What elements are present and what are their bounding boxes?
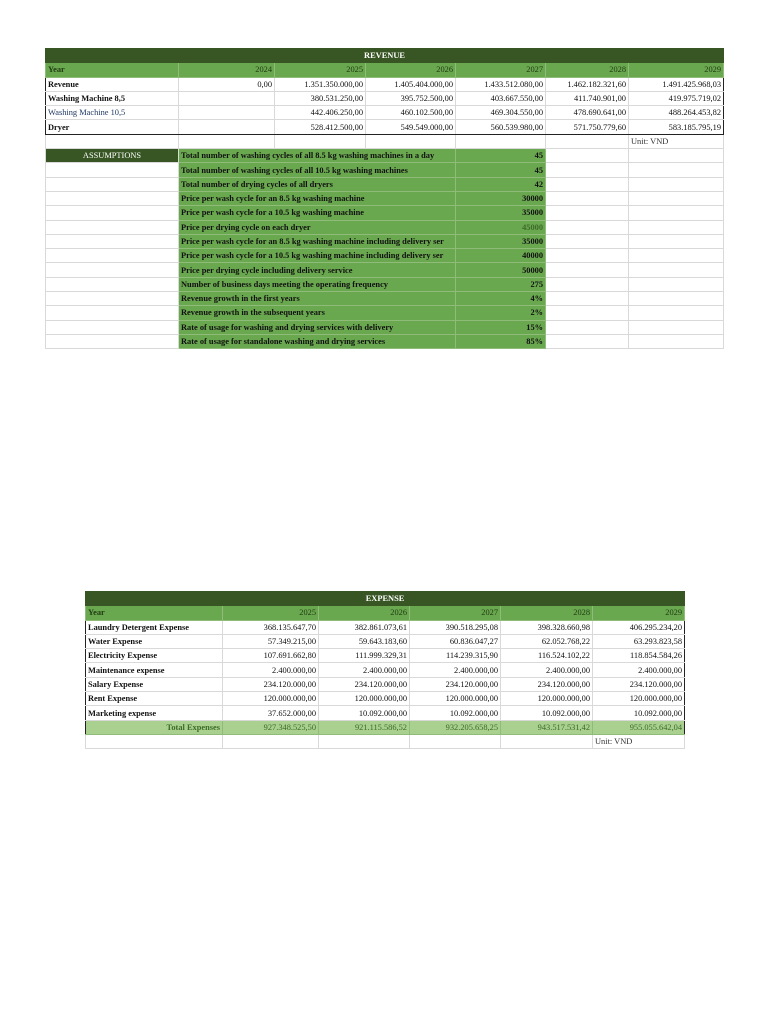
expense-row: [86, 706, 685, 720]
revenue-row-label: Dryer: [46, 120, 179, 134]
expense-row-label: Laundry Detergent Expense: [86, 620, 223, 634]
empty-cell: [629, 177, 724, 191]
empty-cell: [46, 177, 179, 191]
empty-cell: [629, 320, 724, 334]
empty-cell: [223, 734, 319, 748]
assumption-row: [46, 220, 724, 234]
empty-cell: [46, 234, 179, 248]
assumption-label: Rate of usage for washing and drying services with delivery: [179, 320, 456, 334]
revenue-cell: 1.351.350.000,00: [275, 77, 366, 91]
revenue-year-2026: 2026: [366, 63, 456, 77]
expense-table: [85, 591, 685, 749]
revenue-rows: [46, 77, 724, 148]
empty-cell: [546, 149, 629, 163]
revenue-cell: 583.185.795,19: [629, 120, 724, 134]
empty-cell: [46, 320, 179, 334]
revenue-table: [45, 48, 724, 349]
empty-cell: [501, 734, 593, 748]
revenue-row: [46, 77, 724, 91]
revenue-cell: [179, 91, 275, 105]
empty-cell: [546, 206, 629, 220]
assumption-value: 50000: [456, 263, 546, 277]
expense-row: [86, 677, 685, 691]
revenue-cell: 469.304.550,00: [456, 106, 546, 120]
assumption-row: [46, 149, 724, 163]
assumption-label: Price per wash cycle for a 10.5 kg washing machine: [179, 206, 456, 220]
assumption-value: 45: [456, 149, 546, 163]
expense-row-label: Water Expense: [86, 634, 223, 648]
revenue-row: [46, 106, 724, 120]
empty-cell: [46, 134, 179, 148]
assumption-row: [46, 191, 724, 205]
expense-unit-label: Unit: VND: [593, 734, 685, 748]
empty-cell: [546, 249, 629, 263]
expense-row-label: Rent Expense: [86, 692, 223, 706]
assumption-value: 35000: [456, 206, 546, 220]
empty-cell: [319, 734, 410, 748]
empty-cell: [179, 134, 275, 148]
revenue-cell: 478.690.641,00: [546, 106, 629, 120]
assumption-value: 275: [456, 277, 546, 291]
empty-cell: [46, 191, 179, 205]
expense-row: [86, 692, 685, 706]
revenue-cell: 1.433.512.080,00: [456, 77, 546, 91]
expense-cell: 120.000.000,00: [501, 692, 593, 706]
empty-cell: [46, 263, 179, 277]
expense-total-cell: 927.348.525,50: [223, 720, 319, 734]
expense-total-cell: 943.517.531,42: [501, 720, 593, 734]
expense-cell: 59.643.183,60: [319, 634, 410, 648]
revenue-unit-label: Unit: VND: [629, 134, 724, 148]
expense-total-cell: 932.205.658,25: [410, 720, 501, 734]
revenue-title-row: [46, 49, 724, 63]
assumption-label: Number of business days meeting the operating frequency: [179, 277, 456, 291]
assumptions-rows: [46, 149, 724, 349]
empty-cell: [546, 334, 629, 348]
empty-cell: [86, 734, 223, 748]
empty-cell: [46, 292, 179, 306]
assumption-label: Price per wash cycle for a 10.5 kg washing machine including delivery ser: [179, 249, 456, 263]
revenue-cell: 0,00: [179, 77, 275, 91]
expense-cell: 63.293.823,58: [593, 634, 685, 648]
empty-cell: [546, 292, 629, 306]
empty-cell: [410, 734, 501, 748]
revenue-cell: 549.549.000,00: [366, 120, 456, 134]
assumption-row: [46, 277, 724, 291]
empty-cell: [629, 206, 724, 220]
assumption-value: 85%: [456, 334, 546, 348]
assumption-row: [46, 177, 724, 191]
empty-cell: [546, 234, 629, 248]
expense-year-2026: 2026: [319, 606, 410, 620]
assumption-label: Total number of washing cycles of all 8.5 kg washing machines in a day: [179, 149, 456, 163]
empty-cell: [629, 292, 724, 306]
expense-year-label: Year: [86, 606, 223, 620]
empty-cell: [366, 134, 456, 148]
expense-cell: 118.854.584,26: [593, 649, 685, 663]
assumption-label: Rate of usage for standalone washing and drying services: [179, 334, 456, 348]
revenue-row: [46, 120, 724, 134]
revenue-cell: 488.264.453,82: [629, 106, 724, 120]
assumption-row: [46, 292, 724, 306]
empty-cell: [546, 163, 629, 177]
empty-cell: [46, 206, 179, 220]
expense-year-2029: 2029: [593, 606, 685, 620]
revenue-row-label: Washing Machine 8,5: [46, 91, 179, 105]
assumption-label: Total number of drying cycles of all dryers: [179, 177, 456, 191]
expense-row: [86, 634, 685, 648]
assumption-value: 2%: [456, 306, 546, 320]
revenue-year-row: [46, 63, 724, 77]
expense-cell: 37.652.000,00: [223, 706, 319, 720]
expense-year-2025: 2025: [223, 606, 319, 620]
empty-cell: [546, 320, 629, 334]
revenue-year-2024: 2024: [179, 63, 275, 77]
assumption-row: [46, 334, 724, 348]
revenue-cell: 528.412.500,00: [275, 120, 366, 134]
expense-row-label: Maintenance expense: [86, 663, 223, 677]
revenue-cell: 560.539.980,00: [456, 120, 546, 134]
revenue-cell: [179, 120, 275, 134]
expense-cell: 10.092.000,00: [410, 706, 501, 720]
assumption-value: 35000: [456, 234, 546, 248]
assumption-label: Price per wash cycle for an 8.5 kg washing machine including delivery ser: [179, 234, 456, 248]
revenue-cell: 419.975.719,02: [629, 91, 724, 105]
assumption-row: [46, 320, 724, 334]
expense-year-2028: 2028: [501, 606, 593, 620]
revenue-year-2029: 2029: [629, 63, 724, 77]
expense-cell: 120.000.000,00: [223, 692, 319, 706]
empty-cell: [456, 134, 546, 148]
empty-cell: [275, 134, 366, 148]
expense-cell: 2.400.000,00: [410, 663, 501, 677]
expense-cell: 111.999.329,31: [319, 649, 410, 663]
expense-cell: 10.092.000,00: [501, 706, 593, 720]
revenue-cell: [179, 106, 275, 120]
empty-cell: [629, 334, 724, 348]
expense-cell: 10.092.000,00: [593, 706, 685, 720]
expense-rows: [86, 620, 685, 749]
revenue-cell: 460.102.500,00: [366, 106, 456, 120]
revenue-year-2028: 2028: [546, 63, 629, 77]
expense-cell: 120.000.000,00: [593, 692, 685, 706]
revenue-cell: 395.752.500,00: [366, 91, 456, 105]
revenue-year-2025: 2025: [275, 63, 366, 77]
assumption-label: Revenue growth in the first years: [179, 292, 456, 306]
empty-cell: [546, 306, 629, 320]
expense-cell: 234.120.000,00: [593, 677, 685, 691]
expense-total-cell: 921.115.586,52: [319, 720, 410, 734]
expense-unit-row: [86, 734, 685, 748]
expense-cell: 116.524.102,22: [501, 649, 593, 663]
expense-cell: 2.400.000,00: [593, 663, 685, 677]
assumption-row: [46, 163, 724, 177]
revenue-cell: 403.667.550,00: [456, 91, 546, 105]
expense-row: [86, 663, 685, 677]
assumption-value: 4%: [456, 292, 546, 306]
empty-cell: [629, 306, 724, 320]
assumption-value: 40000: [456, 249, 546, 263]
expense-title-row: [86, 592, 685, 606]
expense-total-label: Total Expenses: [86, 720, 223, 734]
expense-cell: 107.691.662,80: [223, 649, 319, 663]
revenue-cell: 411.740.901,00: [546, 91, 629, 105]
expense-row: [86, 649, 685, 663]
expense-cell: 10.092.000,00: [319, 706, 410, 720]
revenue-year-2027: 2027: [456, 63, 546, 77]
expense-row-label: Marketing expense: [86, 706, 223, 720]
assumption-label: Price per drying cycle including delivery service: [179, 263, 456, 277]
expense-cell: 406.295.234,20: [593, 620, 685, 634]
empty-cell: [46, 220, 179, 234]
revenue-cell: 1.405.404.000,00: [366, 77, 456, 91]
revenue-cell: 380.531.250,00: [275, 91, 366, 105]
revenue-cell: 1.462.182.321,60: [546, 77, 629, 91]
expense-cell: 398.328.660,98: [501, 620, 593, 634]
empty-cell: [46, 306, 179, 320]
empty-cell: [629, 149, 724, 163]
assumption-value: 45000: [456, 220, 546, 234]
empty-cell: [546, 220, 629, 234]
expense-row: [86, 620, 685, 634]
expense-cell: 382.861.073,61: [319, 620, 410, 634]
assumption-value: 15%: [456, 320, 546, 334]
expense-row-label: Electricity Expense: [86, 649, 223, 663]
empty-cell: [629, 220, 724, 234]
assumption-value: 42: [456, 177, 546, 191]
assumption-row: [46, 306, 724, 320]
revenue-row: [46, 91, 724, 105]
expense-cell: 390.518.295,08: [410, 620, 501, 634]
expense-cell: 368.135.647,70: [223, 620, 319, 634]
expense-cell: 120.000.000,00: [319, 692, 410, 706]
expense-cell: 114.239.315,90: [410, 649, 501, 663]
empty-cell: [46, 249, 179, 263]
empty-cell: [46, 277, 179, 291]
assumption-row: [46, 249, 724, 263]
revenue-cell: 571.750.779,60: [546, 120, 629, 134]
expense-cell: 2.400.000,00: [319, 663, 410, 677]
expense-title: EXPENSE: [86, 592, 685, 606]
expense-cell: 60.836.047,27: [410, 634, 501, 648]
empty-cell: [629, 277, 724, 291]
expense-year-row: [86, 606, 685, 620]
empty-cell: [546, 277, 629, 291]
expense-cell: 57.349.215,00: [223, 634, 319, 648]
revenue-unit-row: [46, 134, 724, 148]
revenue-year-label: Year: [46, 63, 179, 77]
revenue-row-label: Revenue: [46, 77, 179, 91]
expense-cell: 2.400.000,00: [501, 663, 593, 677]
assumption-label: Total number of washing cycles of all 10.5 kg washing machines: [179, 163, 456, 177]
expense-total-row: [86, 720, 685, 734]
empty-cell: [46, 163, 179, 177]
empty-cell: [629, 163, 724, 177]
assumption-row: [46, 206, 724, 220]
assumption-value: 45: [456, 163, 546, 177]
expense-cell: 120.000.000,00: [410, 692, 501, 706]
empty-cell: [46, 334, 179, 348]
empty-cell: [629, 249, 724, 263]
assumption-value: 30000: [456, 191, 546, 205]
expense-year-2027: 2027: [410, 606, 501, 620]
empty-cell: [629, 191, 724, 205]
revenue-row-label: Washing Machine 10,5: [46, 106, 179, 120]
expense-total-cell: 955.055.642,04: [593, 720, 685, 734]
assumption-row: [46, 234, 724, 248]
expense-cell: 234.120.000,00: [223, 677, 319, 691]
revenue-title: REVENUE: [46, 49, 724, 63]
empty-cell: [546, 134, 629, 148]
assumption-label: Price per wash cycle for an 8.5 kg washing machine: [179, 191, 456, 205]
expense-row-label: Salary Expense: [86, 677, 223, 691]
revenue-cell: 1.491.425.968,03: [629, 77, 724, 91]
assumption-label: Revenue growth in the subsequent years: [179, 306, 456, 320]
expense-cell: 234.120.000,00: [319, 677, 410, 691]
expense-cell: 234.120.000,00: [501, 677, 593, 691]
empty-cell: [546, 191, 629, 205]
empty-cell: [629, 263, 724, 277]
assumption-label: Price per drying cycle on each dryer: [179, 220, 456, 234]
empty-cell: [629, 234, 724, 248]
empty-cell: [546, 177, 629, 191]
expense-cell: 2.400.000,00: [223, 663, 319, 677]
assumptions-header: ASSUMPTIONS: [46, 149, 179, 163]
expense-cell: 62.052.768,22: [501, 634, 593, 648]
expense-cell: 234.120.000,00: [410, 677, 501, 691]
assumption-row: [46, 263, 724, 277]
revenue-cell: 442.406.250,00: [275, 106, 366, 120]
empty-cell: [546, 263, 629, 277]
